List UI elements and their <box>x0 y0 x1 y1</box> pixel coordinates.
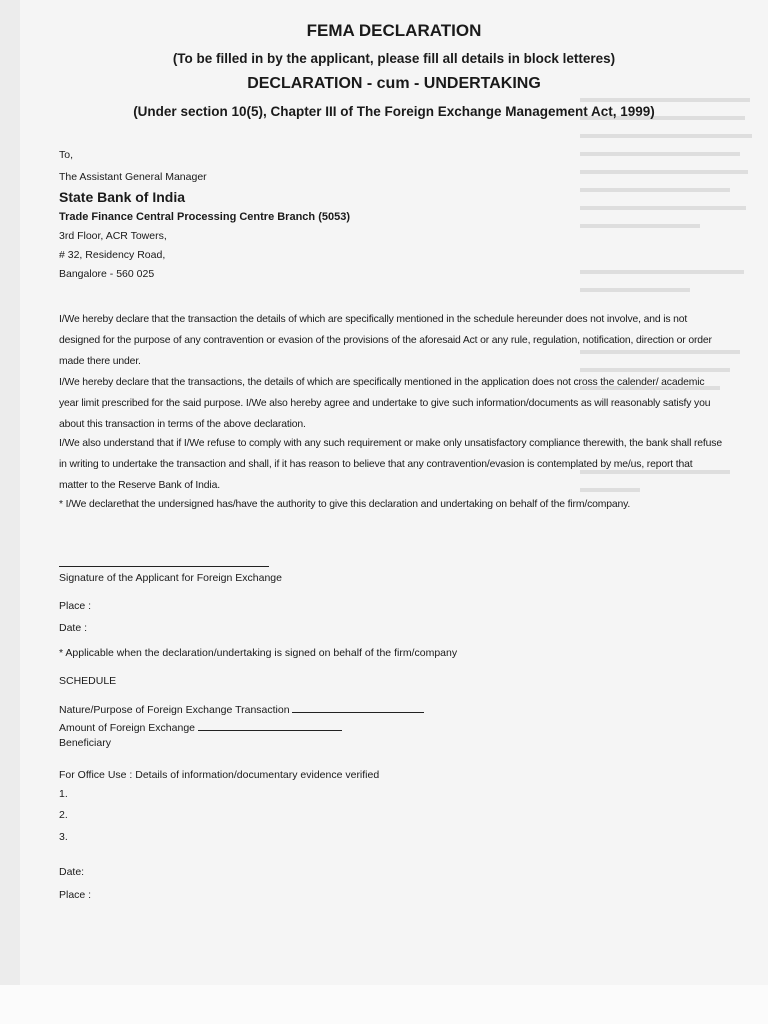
form-subtitle: DECLARATION - cum - UNDERTAKING <box>247 75 541 92</box>
address-line-2: # 32, Residency Road, <box>59 249 166 261</box>
address-branch: Trade Finance Central Processing Centre Branch (5053) <box>59 211 350 223</box>
schedule-beneficiary-label: Beneficiary <box>59 737 111 749</box>
declaration-paragraph-2: I/We hereby declare that the transactions, the details of which are specifically mentioned in the application does not cross the calender/ academic year limit prescribed for the said purpose. I/We also hereby agree and undertake to give such information/documents as will reasonably satisfy you about this transaction in terms of the above declaration. <box>59 377 711 430</box>
schedule-amount-label: Amount of Foreign Exchange <box>59 722 195 734</box>
signature-line[interactable] <box>59 566 269 567</box>
schedule-amount-row <box>59 719 342 734</box>
address-to: To, <box>59 149 74 161</box>
page-margin <box>0 985 768 1024</box>
schedule-nature-row <box>59 701 424 716</box>
place-label: Place : <box>59 600 92 612</box>
office-item-3: 3. <box>59 831 68 843</box>
office-use-heading: For Office Use : Details of information/documentary evidence verified <box>59 769 380 781</box>
authority-note: * Applicable when the declaration/undertaking is signed on behalf of the firm/company <box>59 647 458 659</box>
address-line-1: 3rd Floor, ACR Towers, <box>59 230 167 242</box>
address-bank: State Bank of India <box>59 189 186 205</box>
form-instruction: (To be filled in by the applicant, please fill all details in block letteres) <box>172 51 616 66</box>
declaration-paragraph-1: I/We hereby declare that the transaction the details of which are specifically mentioned in the schedule hereunder does not involve, and is not designed for the purpose of any contravention or evasion of the provisions of the aforesaid Act or any rule, regulation, notification, direction or order made there under. <box>59 314 712 367</box>
signature-label: Signature of the Applicant for Foreign Exchange <box>59 572 282 584</box>
nature-input-line[interactable] <box>292 701 424 713</box>
office-item-2: 2. <box>59 809 68 821</box>
schedule-nature-label: Nature/Purpose of Foreign Exchange Transaction <box>59 704 290 716</box>
office-date-label: Date: <box>59 866 85 878</box>
act-reference: (Under section 10(5), Chapter III of The Foreign Exchange Management Act, 1999) <box>133 104 655 119</box>
declaration-paragraph-4: * I/We declarethat the undersigned has/have the authority to give this declaration and undertaking on behalf of the firm/company. <box>59 499 631 510</box>
office-place-label: Place : <box>59 889 92 901</box>
amount-input-line[interactable] <box>198 719 342 731</box>
address-designation: The Assistant General Manager <box>59 171 207 183</box>
address-line-3: Bangalore - 560 025 <box>59 268 155 280</box>
declaration-paragraph-3: I/We also understand that if I/We refuse to comply with any such requirement or make only unsatisfactory compliance therewith, the bank shall refuse in writing to undertake the transaction and shall, if it has reason to believe that any contravention/evasion is contemplated by me/us, report that matter to the Reserve Bank of India. <box>59 438 722 491</box>
office-item-1: 1. <box>59 788 68 800</box>
schedule-heading: SCHEDULE <box>59 675 117 687</box>
form-title: FEMA DECLARATION <box>306 21 482 40</box>
date-label: Date : <box>59 622 88 634</box>
